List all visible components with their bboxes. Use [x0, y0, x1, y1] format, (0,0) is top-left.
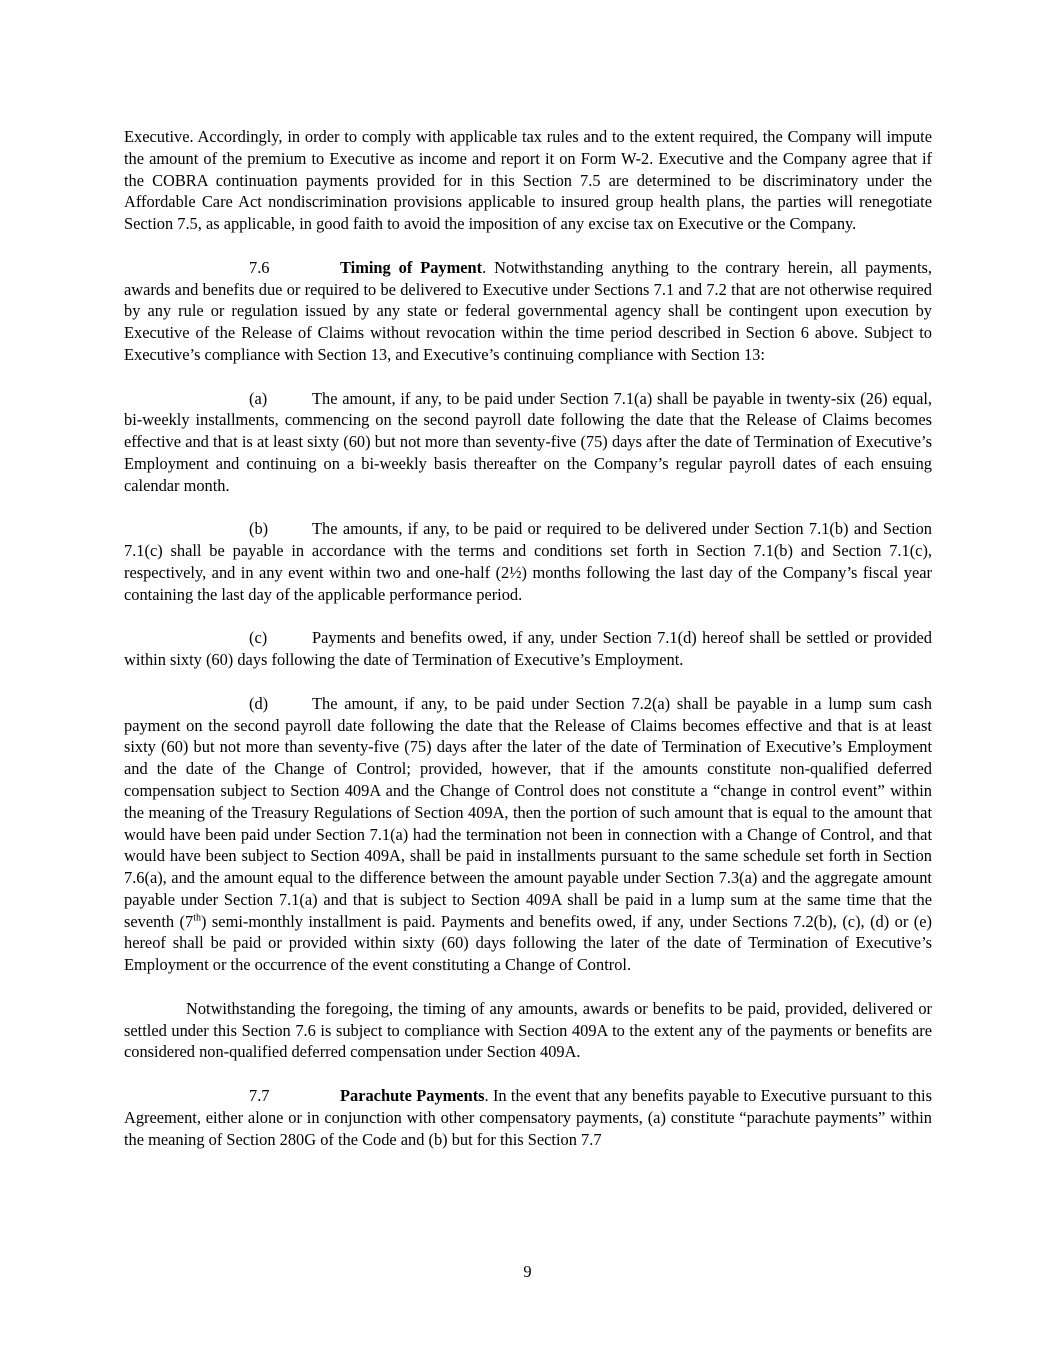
subsection-b	[124, 518, 932, 605]
subsection-text: The amount, if any, to be paid under Section 7.2(a) shall be payable in a lump sum cash payment on the second payroll date following the date that the Release of Claims becomes effective and that is at least sixty (60) but not more than seventy-five (75) days after the later of the date of Termination of Executive’s Employment and the date of the Change of Control; provided, however, that if the amounts constitute non-qualified deferred compensation subject to Section 409A and the Change of Control does not constitute a “change in control event” within the meaning of the Treasury Regulations of Section 409A, then the portion of such amount that is equal to the amount that would have been paid under Section 7.1(a) had the termination not been in connection with a Change of Control, and that would have been subject to Section 409A, shall be paid in installments pursuant to the same schedule set forth in Section 7.6(a), and the amount equal to the difference between the amount payable under Section 7.3(a) and the aggregate amount payable under Section 7.1(a) and that is subject to Section 409A shall be paid in a lump sum at the same time that the seventh (7	[124, 693, 932, 931]
section-number: 7.6	[249, 257, 270, 277]
subsection-text: The amounts, if any, to be paid or required to be delivered under Section 7.1(b) and Section 7.1(c) shall be payable in accordance with the terms and conditions set forth in Section 7.1(b) and Section 7.1(c), respectively, and in any event within two and one-half (2½) months following the last day of the Company’s fiscal year containing the last day of the applicable performance period.	[124, 519, 932, 604]
subsection-label: (d)	[249, 693, 269, 713]
subsection-c	[124, 627, 932, 671]
subsection-text: Payments and benefits owed, if any, under Section 7.1(d) hereof shall be settled or provided within sixty (60) days following the date of Termination of Executive’s Employment.	[124, 628, 932, 670]
section-body: . In the event that any benefits payable to Executive pursuant to this Agreement, either alone or in conjunction with other compensatory payments, (a) constitute “parachute payments” within the meaning of Section 280G of the Code and (b) but for this Section 7.7	[124, 1086, 932, 1149]
section-title: Parachute Payments	[340, 1086, 485, 1106]
paragraph-intro: Executive. Accordingly, in order to comply with applicable tax rules and to the extent required, the Company will impute the amount of the premium to Executive as income and report it on Form W-2. Executive and the Company agree that if the COBRA continuation payments provided for in this Section 7.5 are determined to be discriminatory under the Affordable Care Act nondiscrimination provisions applicable to insured group health plans, the parties will renegotiate Section 7.5, as applicable, in good faith to avoid the imposition of any excise tax on Executive or the Company.	[124, 127, 932, 234]
section-title: Timing of Payment	[340, 257, 483, 277]
subsection-label: (b)	[249, 519, 269, 539]
subsection-d	[124, 693, 932, 976]
subsection-label: (c)	[249, 628, 268, 648]
subsection-text-continued: ) semi-monthly installment is paid. Payments and benefits owed, if any, under Sections 7.2(b), (c), (d) or (e) hereof shall be paid or provided within sixty (60) days following the later of the date of Termination of Executive’s Employment or the occurrence of the event constituting a Change of Control.	[124, 911, 932, 975]
document-page	[124, 126, 932, 1172]
page-number: 9	[523, 1262, 532, 1281]
ordinal-superscript: th	[193, 912, 201, 924]
section-7-7	[124, 1085, 932, 1150]
paragraph-notwithstanding: Notwithstanding the foregoing, the timing of any amounts, awards or benefits to be paid, provided, delivered or settled under this Section 7.6 is subject to compliance with Section 409A to the extent any of the payments or benefits are considered non-qualified deferred compensation under Section 409A.	[124, 998, 932, 1062]
section-body: . Notwithstanding anything to the contrary herein, all payments, awards and benefits due or required to be delivered to Executive under Sections 7.1 and 7.2 that are not otherwise required by any rule or regulation issued by any state or federal governmental agency shall be contingent upon execution by Executive of the Release of Claims without revocation within the time period described in Section 6 above. Subject to Executive’s compliance with Section 13, and Executive’s continuing compliance with Section 13:	[124, 257, 932, 364]
subsection-text: The amount, if any, to be paid under Section 7.1(a) shall be payable in twenty-six (26) equal, bi-weekly installments, commencing on the second payroll date following the date that the Release of Claims becomes effective and that is at least sixty (60) but not more than seventy-five (75) days after the date of Termination of Executive’s Employment and continuing on a bi-weekly basis thereafter on the Company’s regular payroll dates of each ensuing calendar month.	[124, 388, 932, 495]
subsection-a	[124, 388, 932, 497]
section-number: 7.7	[249, 1086, 270, 1106]
section-7-6	[124, 257, 932, 366]
subsection-label: (a)	[249, 388, 268, 408]
